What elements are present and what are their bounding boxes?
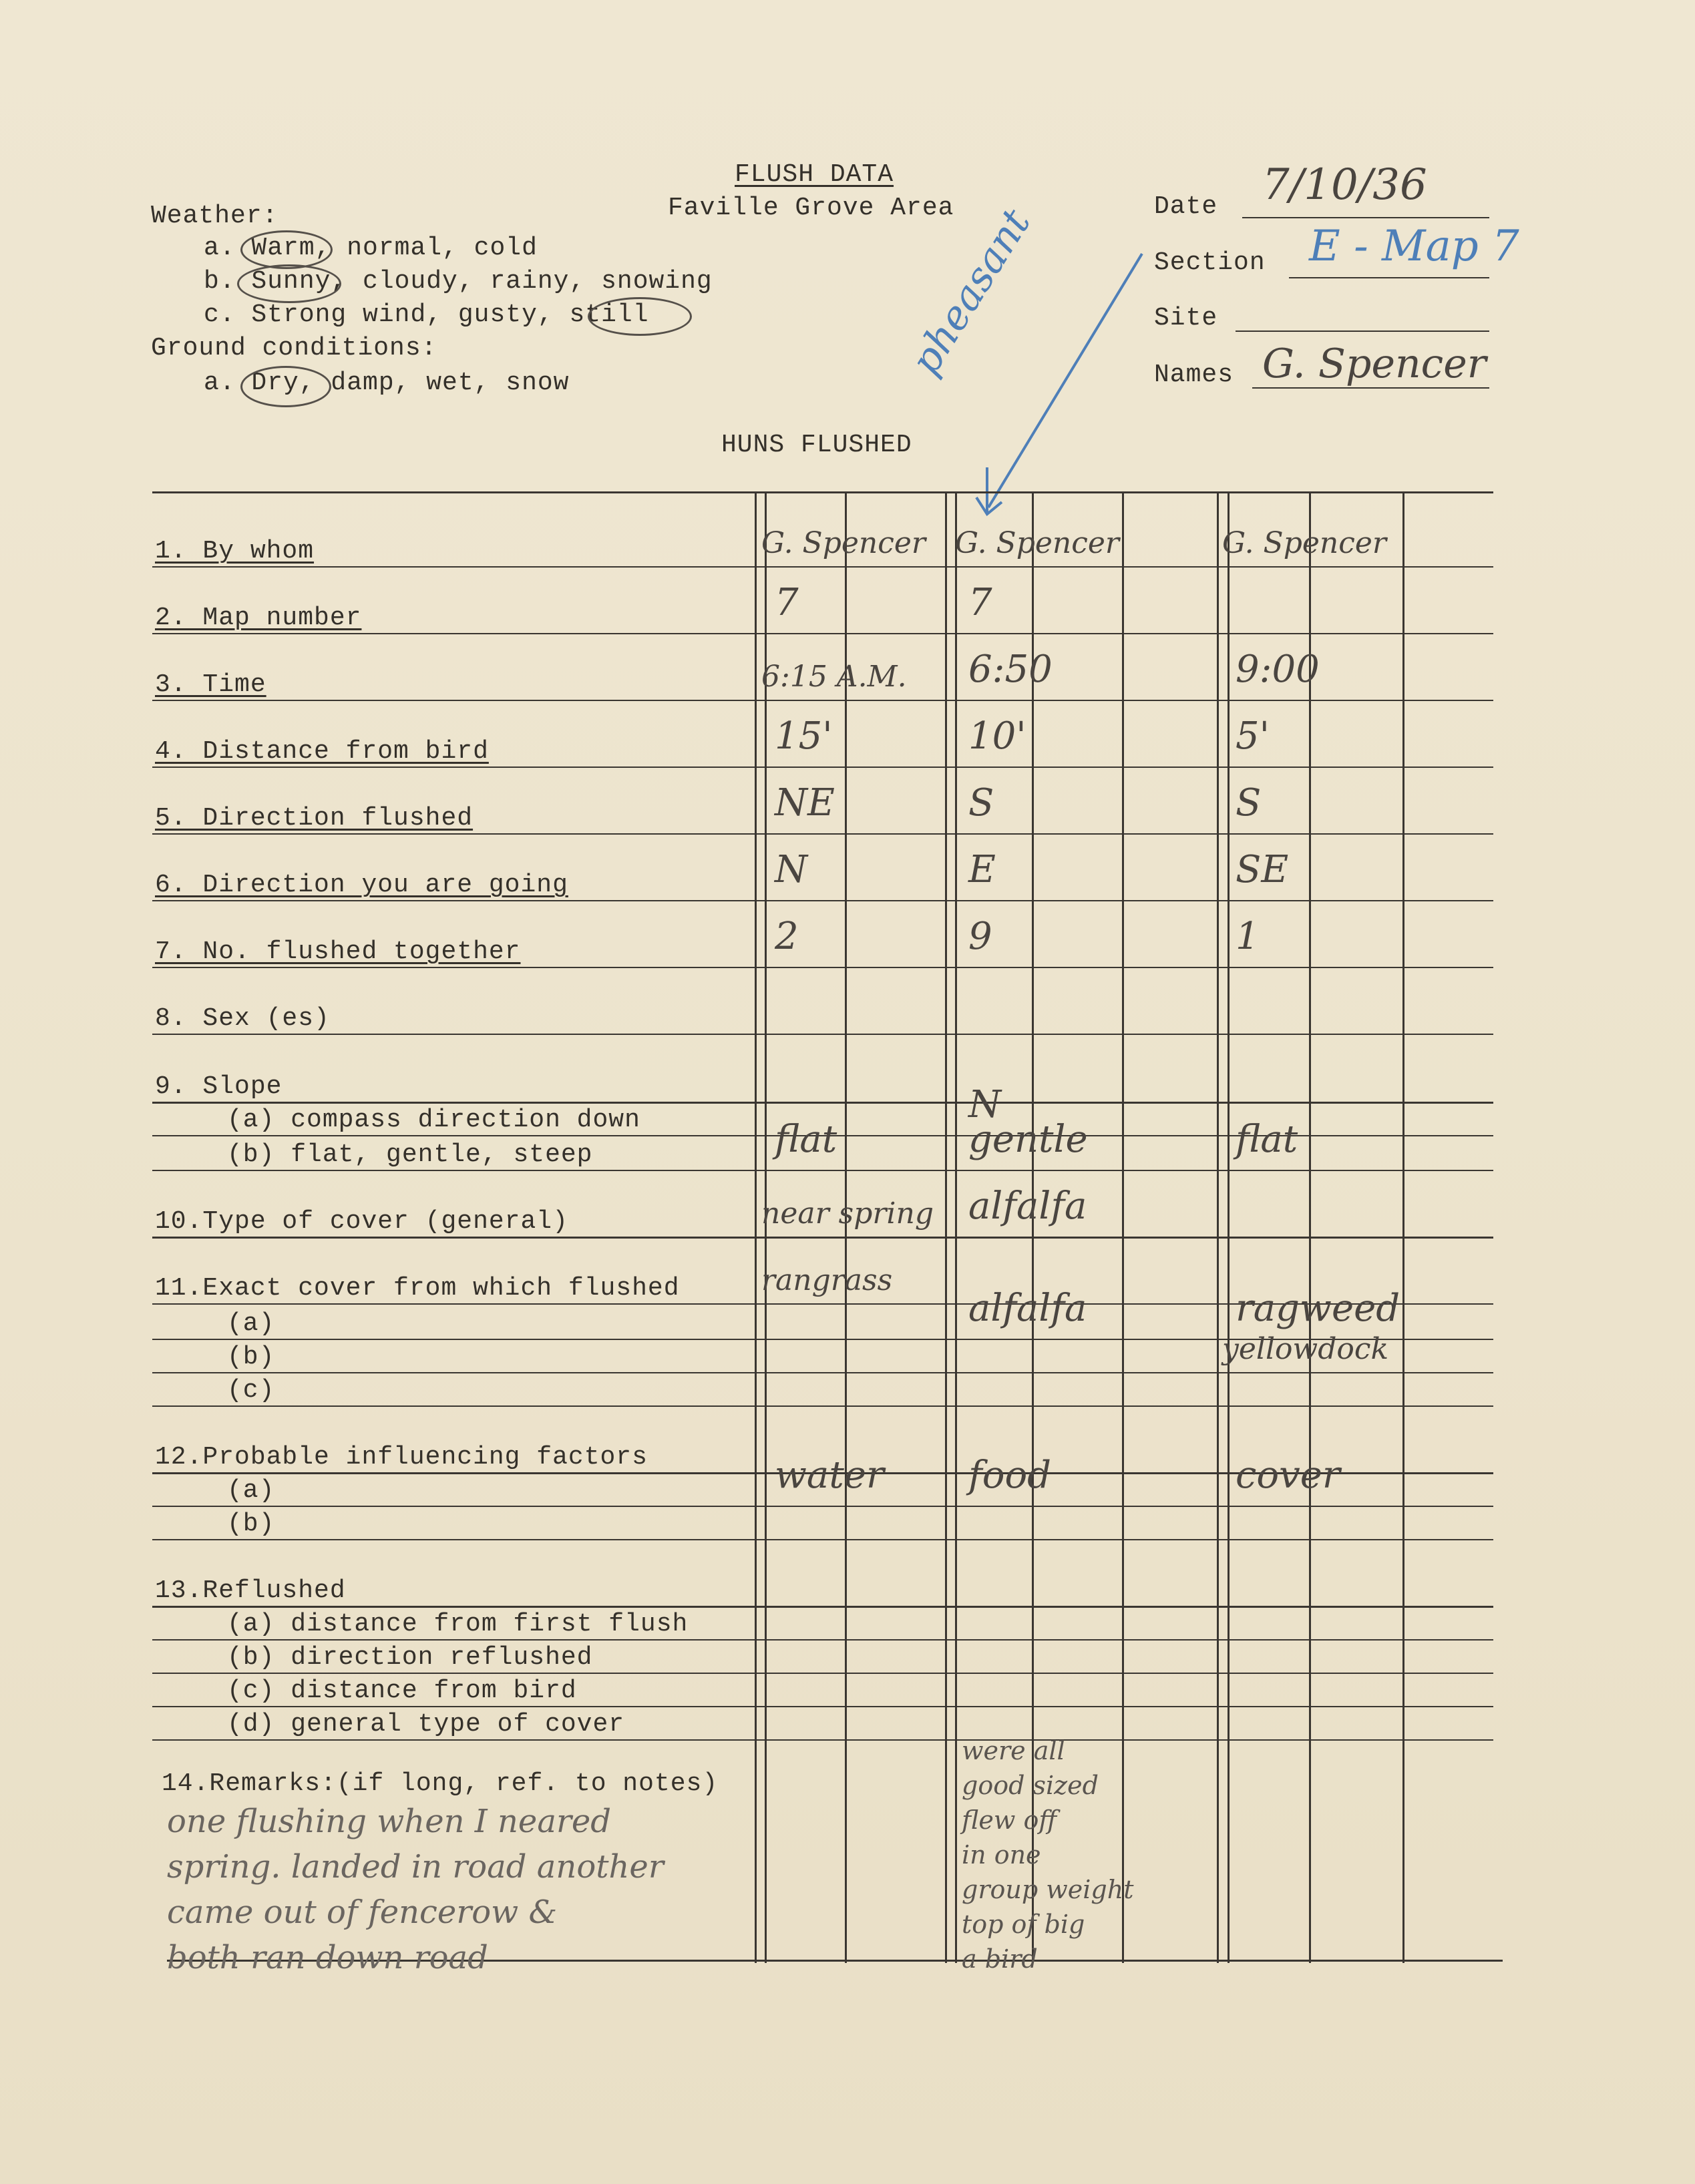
remarks-handwritten-line: were all bbox=[962, 1736, 1065, 1765]
table-row-divider bbox=[152, 1706, 1493, 1707]
table-row-divider bbox=[152, 767, 1493, 768]
date-label: Date bbox=[1154, 192, 1218, 221]
table-column-divider bbox=[945, 491, 947, 1963]
remarks-handwritten-line: group weight bbox=[962, 1875, 1134, 1904]
table-cell-value: 15' bbox=[775, 714, 833, 758]
remarks-handwritten-line: good sized bbox=[962, 1771, 1099, 1800]
table-cell-value: NE bbox=[775, 781, 835, 825]
names-value: G. Spencer bbox=[1262, 341, 1487, 387]
table-row-label: (d) general type of cover bbox=[227, 1710, 625, 1739]
table-column-divider bbox=[1228, 491, 1230, 1963]
table-row-divider bbox=[152, 700, 1493, 701]
table-cell-value: S bbox=[968, 781, 994, 825]
table-column-divider bbox=[755, 491, 757, 1963]
form-title: FLUSH DATA bbox=[735, 160, 894, 189]
table-row-label: 7. No. flushed together bbox=[155, 937, 521, 966]
pheasant-annotation: pheasant bbox=[902, 200, 1040, 383]
table-row-label: 1. By whom bbox=[155, 537, 315, 566]
remarks-handwritten-line: spring. landed in road another bbox=[167, 1848, 664, 1886]
table-row-divider bbox=[152, 633, 1493, 634]
table-cell-value: 9 bbox=[968, 915, 992, 958]
table-cell-value: 1 bbox=[1236, 915, 1260, 958]
table-cell-value: E bbox=[968, 848, 996, 891]
table-cell-value: 2 bbox=[775, 915, 799, 958]
weather-option-b: b. Sunny, cloudy, rainy, snowing bbox=[204, 267, 713, 296]
table-top-border bbox=[152, 491, 1493, 493]
table-row-label: 10.Type of cover (general) bbox=[155, 1207, 568, 1236]
table-cell-value: SE bbox=[1236, 848, 1289, 891]
table-row-divider bbox=[152, 1102, 1493, 1104]
table-row-label: (b) bbox=[227, 1510, 275, 1538]
table-cell-value: yellowdock bbox=[1222, 1332, 1389, 1366]
table-cell-value: 6:50 bbox=[968, 648, 1053, 691]
weather-label: Weather: bbox=[151, 202, 278, 230]
table-row-label: (c) bbox=[227, 1376, 275, 1405]
table-column-divider bbox=[1309, 491, 1311, 1963]
table-cell-value: gentle bbox=[968, 1118, 1088, 1161]
table-row-divider bbox=[152, 1673, 1493, 1674]
ground-option-a: a. Dry, damp, wet, snow bbox=[204, 369, 570, 397]
table-cell-value: 5' bbox=[1236, 714, 1270, 758]
names-label: Names bbox=[1154, 361, 1234, 389]
table-cell-value: 6:15 A.M. bbox=[761, 660, 907, 694]
table-cell-value: alfalfa bbox=[968, 1287, 1087, 1330]
site-label: Site bbox=[1154, 304, 1218, 333]
table-column-divider bbox=[1122, 491, 1124, 1963]
table-row-label: 4. Distance from bird bbox=[155, 737, 489, 766]
section-title: HUNS FLUSHED bbox=[721, 431, 912, 459]
table-cell-value: near spring bbox=[761, 1196, 934, 1231]
table-row-label: (a) bbox=[227, 1309, 275, 1338]
form-subtitle: Faville Grove Area bbox=[668, 194, 954, 222]
table-row-label: 5. Direction flushed bbox=[155, 804, 474, 833]
table-column-divider bbox=[1217, 491, 1219, 1963]
table-cell-value: G. Spencer bbox=[761, 526, 926, 560]
table-column-divider bbox=[955, 491, 957, 1963]
table-cell-value: food bbox=[968, 1454, 1052, 1497]
table-row-divider bbox=[152, 967, 1493, 968]
table-row-divider bbox=[152, 1639, 1493, 1641]
table-row-label: 9. Slope bbox=[155, 1072, 282, 1101]
table-row-divider bbox=[152, 1034, 1493, 1035]
table-cell-value: N bbox=[775, 848, 807, 891]
table-row-label: (a) bbox=[227, 1476, 275, 1505]
table-cell-value: alfalfa bbox=[968, 1184, 1087, 1228]
table-row-divider bbox=[152, 1372, 1493, 1373]
ground-conditions-label: Ground conditions: bbox=[151, 334, 437, 363]
table-row-divider bbox=[152, 1237, 1493, 1239]
table-row-label: (a) distance from first flush bbox=[227, 1610, 689, 1639]
table-cell-value: 10' bbox=[968, 714, 1026, 758]
table-row-divider bbox=[152, 1506, 1493, 1507]
table-cell-value: flat bbox=[775, 1118, 837, 1161]
table-row-divider bbox=[152, 833, 1493, 835]
table-column-divider bbox=[1402, 491, 1404, 1963]
table-cell-value: 7 bbox=[968, 581, 992, 624]
remarks-handwritten-line: came out of fencerow & bbox=[167, 1894, 558, 1931]
weather-option-a: a. Warm, normal, cold bbox=[204, 234, 538, 262]
table-row-label: (b) flat, gentle, steep bbox=[227, 1140, 593, 1169]
table-cell-value: 7 bbox=[775, 581, 799, 624]
table-row-label: 11.Exact cover from which flushed bbox=[155, 1274, 680, 1303]
table-row-label: 12.Probable influencing factors bbox=[155, 1443, 648, 1472]
table-row-divider bbox=[152, 566, 1493, 568]
remarks-handwritten-line: a bird bbox=[962, 1944, 1038, 1974]
section-label: Section bbox=[1154, 248, 1266, 277]
table-cell-value: ragweed bbox=[1236, 1287, 1400, 1330]
table-row-label: (b) direction reflushed bbox=[227, 1643, 593, 1672]
table-cell-value: flat bbox=[1236, 1118, 1298, 1161]
table-row-divider bbox=[152, 1606, 1493, 1608]
table-row-divider bbox=[152, 1405, 1493, 1407]
remarks-handwritten-line: top of big bbox=[962, 1910, 1085, 1939]
table-cell-value: cover bbox=[1236, 1454, 1340, 1497]
table-row-label: 6. Direction you are going bbox=[155, 871, 568, 899]
table-row-label: (b) bbox=[227, 1343, 275, 1371]
table-row-label: 3. Time bbox=[155, 670, 266, 699]
table-row-divider bbox=[152, 1739, 1493, 1741]
remarks-handwritten-line: one flushing when I neared bbox=[167, 1803, 612, 1840]
table-row-label: (a) compass direction down bbox=[227, 1106, 640, 1134]
date-value: 7/10/36 bbox=[1262, 160, 1427, 210]
remarks-handwritten-line: both ran down road bbox=[167, 1939, 488, 1976]
table-cell-value: G. Spencer bbox=[1222, 526, 1386, 560]
table-cell-value: rangrass bbox=[761, 1263, 893, 1297]
table-row-divider bbox=[152, 1170, 1493, 1171]
table-row-divider bbox=[152, 900, 1493, 901]
table-cell-value: water bbox=[775, 1454, 884, 1497]
remarks-label: 14.Remarks:(if long, ref. to notes) bbox=[162, 1769, 719, 1798]
weather-option-c: c. Strong wind, gusty, still bbox=[204, 300, 649, 329]
table-row-label: (c) distance from bird bbox=[227, 1677, 577, 1705]
table-cell-value: G. Spencer bbox=[955, 526, 1119, 560]
table-row-divider bbox=[152, 1539, 1493, 1540]
remarks-handwritten-line: flew off bbox=[962, 1805, 1057, 1835]
table-row-label: 13.Reflushed bbox=[155, 1576, 346, 1605]
table-cell-value: N bbox=[968, 1083, 1001, 1126]
table-cell-value: S bbox=[1236, 781, 1262, 825]
section-value: E - Map 7 bbox=[1309, 222, 1519, 271]
remarks-handwritten-line: in one bbox=[962, 1840, 1041, 1870]
table-row-label: 8. Sex (es) bbox=[155, 1004, 330, 1033]
table-row-label: 2. Map number bbox=[155, 604, 362, 632]
table-cell-value: 9:00 bbox=[1236, 648, 1320, 691]
